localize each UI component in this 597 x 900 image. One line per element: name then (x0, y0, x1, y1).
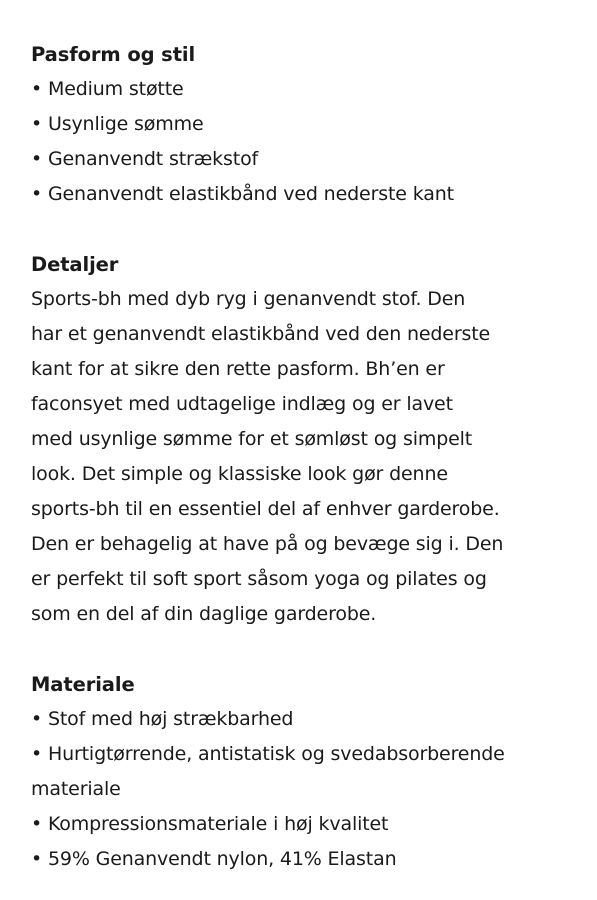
paragraph-line: med usynlige sømme for et sømløst og simpelt (31, 428, 473, 450)
section-spacer (31, 632, 579, 667)
paragraph-line: er perfekt til soft sport såsom yoga og pilates og (31, 568, 487, 590)
details-paragraph (31, 282, 579, 632)
paragraph-line: faconsyet med udtagelige indlæg og er lavet (31, 393, 453, 415)
section-title-material: Materiale (31, 673, 135, 696)
list-item: • Hurtigtørrende, antistatisk og svedabsorberende (31, 743, 505, 765)
section-title-fit-and-style: Pasform og stil (31, 43, 196, 66)
material-section (31, 667, 579, 877)
product-description (31, 37, 579, 877)
list-item: • Kompressionsmateriale i høj kvalitet (31, 813, 389, 835)
paragraph-line: som en del af din daglige garderobe. (31, 603, 377, 625)
list-item: • 59% Genanvendt nylon, 41% Elastan (31, 848, 397, 870)
section-title-details: Detaljer (31, 253, 119, 276)
paragraph-line: Sports-bh med dyb ryg i genanvendt stof. Den (31, 288, 466, 310)
fit-and-style-section (31, 37, 579, 212)
paragraph-line: kant for at sikre den rette pasform. Bh’en er (31, 358, 445, 380)
list-item: • Genanvendt strækstof (31, 148, 259, 170)
material-list (31, 702, 579, 877)
paragraph-line: har et genanvendt elastikbånd ved den nederste (31, 323, 491, 345)
list-item: • Usynlige sømme (31, 113, 204, 135)
list-item: • Medium støtte (31, 78, 184, 100)
fit-and-style-list (31, 72, 579, 212)
list-item-continuation: materiale (31, 778, 121, 800)
section-spacer (31, 212, 579, 247)
details-section (31, 247, 579, 632)
paragraph-line: sports-bh til en essentiel del af enhver garderobe. (31, 498, 500, 520)
list-item: • Genanvendt elastikbånd ved nederste kant (31, 183, 454, 205)
paragraph-line: look. Det simple og klassiske look gør denne (31, 463, 448, 485)
paragraph-line: Den er behagelig at have på og bevæge sig i. Den (31, 533, 504, 555)
list-item: • Stof med høj strækbarhed (31, 708, 294, 730)
